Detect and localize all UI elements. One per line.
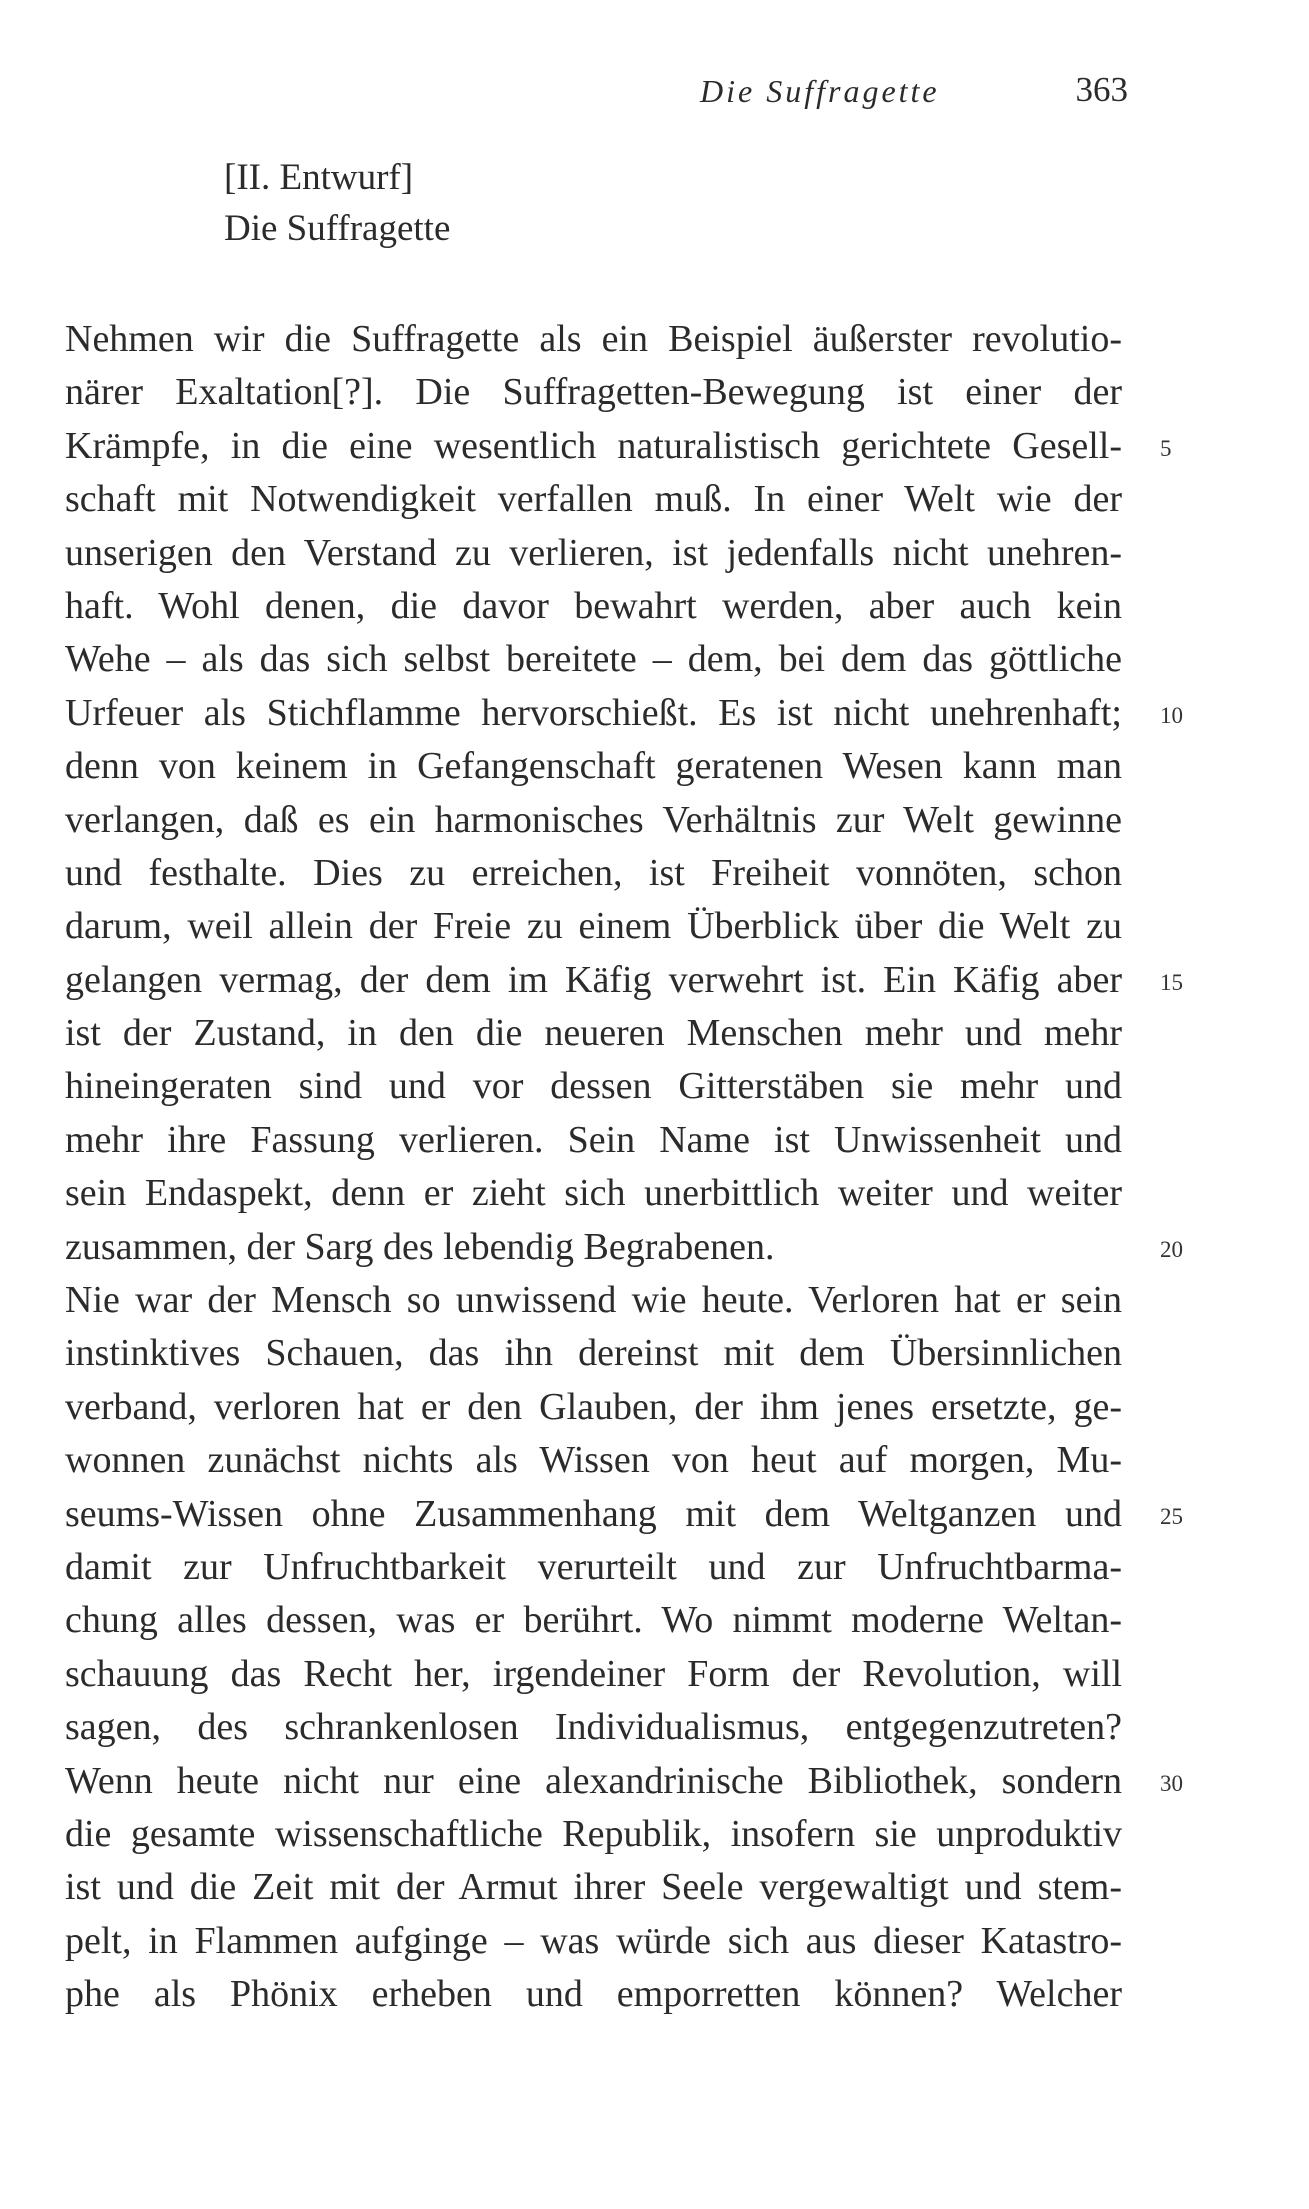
body-text <box>65 313 1122 2022</box>
text-line <box>65 954 1122 1007</box>
line-number: 15 <box>1160 969 1183 995</box>
text-line-content: sagen, des schrankenlosen Individualismus, entgegenzutreten? <box>65 1706 1122 1749</box>
text-line-content: verband, verloren hat er den Glauben, der ihm jenes ersetzte, ge- <box>65 1385 1122 1428</box>
text-line-content: zusammen, der Sarg des lebendig Begrabenen. <box>65 1225 775 1268</box>
line-number: 20 <box>1160 1236 1183 1262</box>
text-line-content: Nie war der Mensch so unwissend wie heute. Verloren hat er sein <box>65 1279 1122 1322</box>
text-line <box>65 1648 1122 1701</box>
text-line <box>65 900 1122 953</box>
line-number: 5 <box>1160 435 1172 461</box>
text-line-content: seums-Wissen ohne Zusammenhang mit dem Weltganzen und <box>65 1492 1122 1535</box>
text-line <box>65 1808 1122 1861</box>
text-line-content: hineingeraten sind und vor dessen Gitterstäben sie mehr und <box>65 1065 1122 1108</box>
text-line-content: pelt, in Flammen aufginge – was würde sich aus dieser Katastro- <box>65 1919 1122 1962</box>
text-line-content: ist und die Zeit mit der Armut ihrer Seele vergewaltigt und stem- <box>65 1866 1122 1909</box>
text-line <box>65 1274 1122 1327</box>
text-line <box>65 847 1122 900</box>
text-line-content: ist der Zustand, in den die neueren Menschen mehr und mehr <box>65 1012 1122 1055</box>
text-line <box>65 1434 1122 1487</box>
text-line-content: gelangen vermag, der dem im Käfig verwehrt ist. Ein Käfig aber <box>65 958 1122 1001</box>
text-line-content: Wenn heute nicht nur eine alexandrinische Bibliothek, sondern <box>65 1759 1122 1802</box>
text-line <box>65 366 1122 419</box>
text-line <box>65 527 1122 580</box>
text-line <box>65 1114 1122 1167</box>
text-line <box>65 1167 1122 1220</box>
text-line-content: wonnen zunächst nichts als Wissen von heut auf morgen, Mu- <box>65 1439 1122 1482</box>
text-line-content: die gesamte wissenschaftliche Republik, insofern sie unproduktiv <box>65 1812 1122 1855</box>
text-line <box>65 1488 1122 1541</box>
text-line <box>65 1915 1122 1968</box>
section-title: Die Suffragette <box>224 208 451 249</box>
text-line-content: Nehmen wir die Suffragette als ein Beispiel äußerster revolutio- <box>65 318 1122 360</box>
text-line-content: und festhalte. Dies zu erreichen, ist Freiheit vonnöten, schon <box>65 851 1122 894</box>
text-line-content: mehr ihre Fassung verlieren. Sein Name ist Unwissenheit und <box>65 1118 1122 1161</box>
text-line <box>65 313 1122 366</box>
text-line-content: schauung das Recht her, irgendeiner Form der Revolution, will <box>65 1652 1122 1695</box>
text-line-content: Wehe – als das sich selbst bereitete – dem, bei dem das göttliche <box>65 638 1122 681</box>
text-line-content: schaft mit Notwendigkeit verfallen muß. In einer Welt wie der <box>65 478 1122 521</box>
text-line-content: denn von keinem in Gefangenschaft geratenen Wesen kann man <box>65 745 1122 788</box>
text-line-content: unserigen den Verstand zu verlieren, ist jedenfalls nicht unehren- <box>65 531 1122 574</box>
text-line <box>65 1968 1122 2021</box>
text-line <box>65 473 1122 526</box>
text-line <box>65 1060 1122 1113</box>
text-line <box>65 633 1122 686</box>
text-line-content: phe als Phönix erheben und emporretten können? Welcher <box>65 1973 1122 2016</box>
text-line-content: verlangen, daß es ein harmonisches Verhältnis zur Welt gewinne <box>65 798 1122 841</box>
text-line <box>65 794 1122 847</box>
text-line-content: närer Exaltation[?]. Die Suffragetten-Bewegung ist einer der <box>65 371 1122 414</box>
line-number: 10 <box>1160 702 1183 728</box>
text-line-content: chung alles dessen, was er berührt. Wo nimmt moderne Weltan- <box>65 1599 1122 1642</box>
text-line-content: Krämpfe, in die eine wesentlich naturalistisch gerichtete Gesell- <box>65 424 1122 467</box>
running-head-title: Die Suffragette <box>700 73 940 109</box>
text-line <box>65 580 1122 633</box>
text-line <box>65 1755 1122 1808</box>
text-line-content: instinktives Schauen, das ihn dereinst mit dem Übersinnlichen <box>65 1332 1122 1375</box>
text-line <box>65 1381 1122 1434</box>
text-line <box>65 1541 1122 1594</box>
text-line <box>65 687 1122 740</box>
text-line-content: sein Endaspekt, denn er zieht sich unerbittlich weiter und weiter <box>65 1172 1122 1215</box>
text-line-content: haft. Wohl denen, die davor bewahrt werden, aber auch kein <box>65 584 1122 627</box>
line-number: 25 <box>1160 1503 1183 1529</box>
text-line <box>65 1594 1122 1647</box>
text-line-content: Urfeuer als Stichflamme hervorschießt. Es ist nicht unehrenhaft; <box>65 691 1122 734</box>
text-line-content: damit zur Unfruchtbarkeit verurteilt und zur Unfruchtbarma- <box>65 1545 1122 1588</box>
text-line <box>65 1007 1122 1060</box>
line-number: 30 <box>1160 1770 1183 1796</box>
text-line <box>65 1701 1122 1754</box>
text-line <box>65 1861 1122 1914</box>
text-line <box>65 1221 1122 1274</box>
page-number: 363 <box>1075 70 1128 109</box>
text-line <box>65 1327 1122 1380</box>
text-line-content: darum, weil allein der Freie zu einem Überblick über die Welt zu <box>65 905 1122 948</box>
text-line <box>65 740 1122 793</box>
draft-label: [II. Entwurf] <box>224 157 414 198</box>
text-line <box>65 420 1122 473</box>
